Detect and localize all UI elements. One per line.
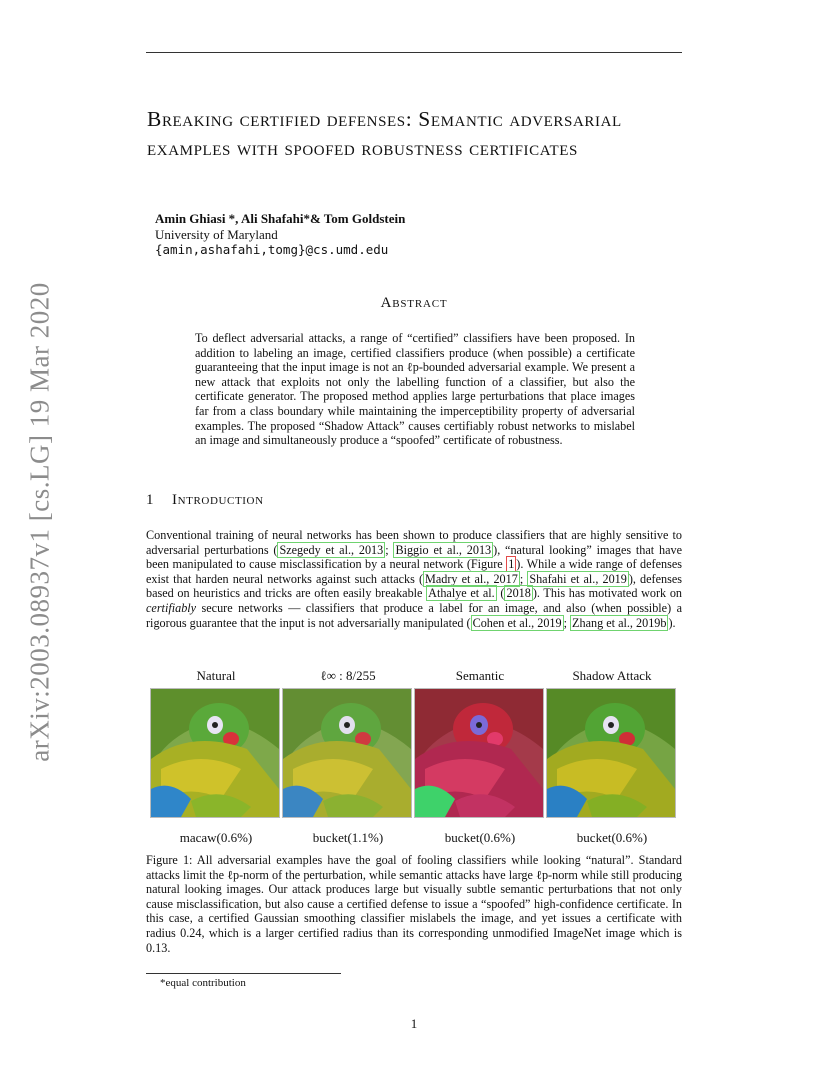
arxiv-identifier[interactable]: arXiv:2003.08937v1 [cs.LG] 19 Mar 2020	[24, 282, 55, 762]
figure-panel-semantic	[414, 668, 546, 846]
panel-label: Semantic	[455, 668, 505, 683]
author-list: Amin Ghiasi *, Ali Shafahi*& Tom Goldstein	[155, 211, 406, 226]
affiliation: University of Maryland	[155, 227, 278, 242]
panel-prediction: bucket(1.1%)	[312, 830, 384, 845]
citation-link[interactable]: Madry et al., 2017	[425, 571, 518, 586]
macaw-image-linf	[282, 688, 412, 818]
section-heading-introduction	[146, 492, 264, 509]
panel-label: Shadow Attack	[572, 668, 652, 683]
introduction-paragraph: Conventional training of neural networks has been shown to produce classifiers that are highly sensitive to adversarial perturbations ( Szegedy et al., 2013 ; Biggio et al., 2013 ), “natural looking” images that have been manipulated to cause misclassification by a neural network (Figure 1 ). While a wide range of defenses exist that harden neural networks against such attacks ( Madry et al., 2017 ; Shafahi et al., 2019 ), defenses based on heuristics and tricks are often easily breakable Athalye et al. ( 2018 ). This has motivated work on certifiably secure networks — classifiers that produce a label for an image, and also (when possible) a rigorous guarantee that the input is not adversarially manipulated ( Cohen et al., 2019 ; Zhang et al., 2019b ).	[146, 528, 683, 630]
macaw-image-shadow	[546, 688, 676, 818]
panel-prediction: bucket(0.6%)	[576, 830, 648, 845]
figure-reference-link[interactable]: 1	[508, 557, 515, 572]
citation-link[interactable]: 2018	[506, 586, 531, 601]
header-rule	[146, 52, 682, 53]
author-email: {amin,ashafahi,tomg}@cs.umd.edu	[155, 242, 389, 257]
paper-title: Breaking certified defenses: Semantic adversarial examples with spoofed robustness certificates	[147, 107, 622, 160]
figure-panel-shadow-attack	[546, 668, 678, 846]
citation-link[interactable]: Cohen et al., 2019	[472, 615, 562, 630]
citation-link[interactable]: Szegedy et al., 2013	[279, 542, 384, 557]
figure-1	[146, 668, 686, 858]
panel-prediction: macaw(0.6%)	[179, 830, 253, 845]
panel-label: ℓ∞ : 8/255	[320, 668, 376, 683]
figure-panel-linf	[282, 668, 414, 846]
footnote-rule	[146, 973, 341, 974]
panel-prediction: bucket(0.6%)	[444, 830, 516, 845]
abstract-heading: Abstract	[380, 295, 448, 311]
abstract-text: To deflect adversarial attacks, a range of “certified” classifiers have been proposed. In addition to labeling an image, certified classifiers produce (when possible) a certificate guaranteeing that the input image is not an ℓp-bounded adversarial example. We present a new attack that exploits not only the labelling function of a classifier, but also the certificate generator. The proposed method applies large perturbations that place images far from a class boundary while maintaining the imperceptibility property of adversarial examples. The proposed “Shadow Attack” causes certifiably robust networks to mislabel an image and simultaneously produce a “spoofed” certificate of robustness.	[195, 331, 635, 448]
footnote: *equal contribution	[160, 977, 246, 989]
panel-label: Natural	[196, 668, 236, 683]
section-title: Introduction	[172, 492, 264, 508]
citation-link[interactable]: Shafahi et al., 2019	[529, 571, 627, 586]
macaw-image-natural	[150, 688, 280, 818]
citation-link[interactable]: Zhang et al., 2019b	[572, 615, 667, 630]
page-number: 1	[410, 1016, 418, 1031]
section-number: 1	[146, 492, 155, 508]
figure-caption: Figure 1: All adversarial examples have the goal of fooling classifiers while looking “natural”. Standard attacks limit the ℓp-norm of the perturbation, while semantic attacks have large ℓp-norm while still producing natural looking images. Our attack produces large but visually subtle semantic perturbations that not only cause misclassification, but also cause a certified defense to issue a “spoofed” high-confidence certificate. In this case, a certified Gaussian smoothing classifier mislabels the image, and yet issues a certificate with radius 0.24, which is a larger certified radius than its corresponding unmodified ImageNet image which is 0.13.	[146, 853, 682, 955]
macaw-image-semantic	[414, 688, 544, 818]
citation-link[interactable]: Biggio et al., 2013	[395, 542, 492, 557]
figure-panel-natural	[150, 668, 282, 846]
citation-link[interactable]: Athalye et al.	[428, 586, 495, 601]
